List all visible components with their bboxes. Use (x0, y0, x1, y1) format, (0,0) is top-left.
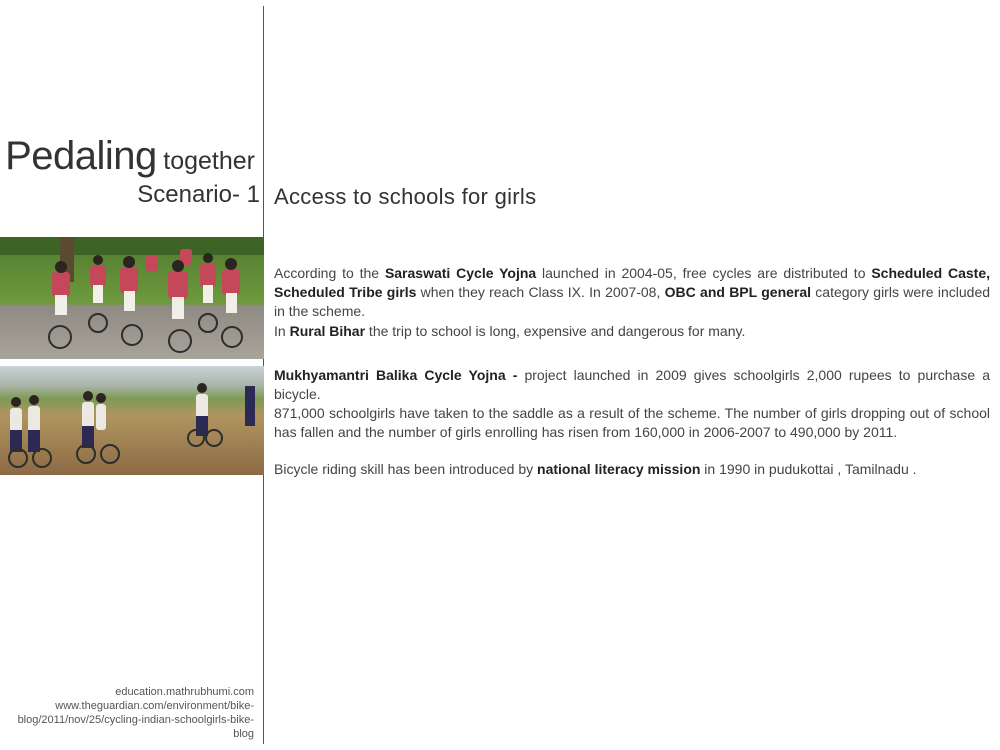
photo-schoolgirls-cycling-road (0, 237, 264, 359)
highlight-text: OBC and BPL general (664, 284, 812, 300)
highlight-text: Mukhyamantri Balika Cycle Yojna - (274, 367, 518, 383)
paragraph-national-literacy-mission: Bicycle riding skill has been introduced by national literacy mission in 1990 in pudukottai , Tamilnadu . (274, 461, 917, 477)
sources (4, 685, 254, 741)
paragraph-enrollment-statistics: 871,000 schoolgirls have taken to the saddle as a result of the scheme. The number of girls dropping out of school has fallen and the number of girls enrolling has risen from 160,000 in 2006-2007 to 490,000 by 2011. (274, 405, 990, 440)
paragraph-rural-bihar: In Rural Bihar the trip to school is long, expensive and dangerous for many. (274, 323, 746, 339)
highlight-text: Scheduled Caste, Scheduled Tribe girls (274, 265, 990, 300)
scenario-label: Scenario- 1 (137, 181, 260, 208)
title-sub: together (163, 147, 255, 175)
source-link: www.theguardian.com/environment/bike-blog/2011/nov/25/cycling-indian-schoolgirls-bike-blog (17, 700, 254, 740)
source-link: education.mathrubhumi.com (115, 686, 254, 698)
paragraph-saraswati-cycle-yojna: According to the Saraswati Cycle Yojna launched in 2004-05, free cycles are distributed to Scheduled Caste, Scheduled Tribe girls when they reach Class IX. In 2007-08, OBC and BPL general category girls were included in the scheme. (274, 265, 991, 319)
page-title (5, 134, 255, 179)
paragraph-mukhyamantri-yojna: Mukhyamantri Balika Cycle Yojna - project launched in 2009 gives schoolgirls 2,000 rupees to purchase a bicycle. (274, 367, 990, 402)
title-main: Pedaling (5, 134, 157, 178)
photo-schoolgirls-cycling-field (0, 366, 264, 475)
section-heading: Access to schools for girls (274, 184, 537, 209)
highlight-text: national literacy mission (537, 461, 701, 477)
highlight-text: Rural Bihar (289, 323, 366, 339)
highlight-text: Saraswati Cycle Yojna (384, 265, 537, 281)
